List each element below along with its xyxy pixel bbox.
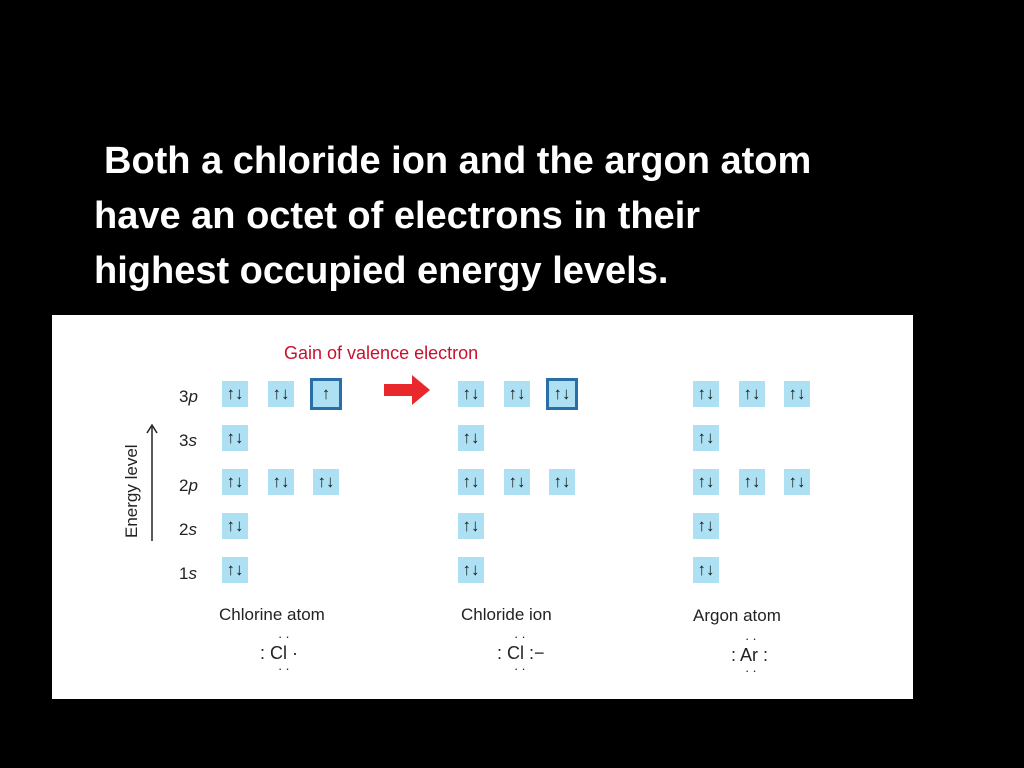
energy-axis-label: Energy level: [122, 444, 141, 538]
cl-2p-orbital-3: ↑↓: [313, 469, 339, 495]
level-label-3p: 3p: [179, 387, 198, 406]
cl-3p-orbital-2: ↑↓: [268, 381, 294, 407]
chlorine-lewis-left: :: [260, 643, 266, 663]
ar-2s-orbital: ↑↓: [693, 513, 719, 539]
cl-ion-2p-orbital-3: ↑↓: [549, 469, 575, 495]
cl-ion-3p-orbital-2: ↑↓: [504, 381, 530, 407]
ar-3s-orbital: ↑↓: [693, 425, 719, 451]
ar-1s-orbital: ↑↓: [693, 557, 719, 583]
cl-1s-orbital: ↑↓: [222, 557, 248, 583]
chlorine-atom-label: Chlorine atom: [219, 605, 325, 624]
ar-3p-orbital-2: ↑↓: [739, 381, 765, 407]
level-label-2p: 2p: [179, 476, 198, 495]
cl-2p-orbital-2: ↑↓: [268, 469, 294, 495]
cl-3p-orbital-1: ↑↓: [222, 381, 248, 407]
chloride-lewis-symbol: Cl: [507, 643, 525, 663]
chlorine-lewis-symbol: Cl: [270, 643, 288, 663]
red-arrow-icon: [384, 375, 432, 405]
level-label-3s: 3s: [179, 431, 197, 450]
orbital-diagram-figure: Gain of valence electron Energy level 3p 3s 2p 2s 1s ↑↓ ↑↓ ↑ ↑↓ ↑↓ ↑↓ ↑↓ ↑↓ ↑↓ ↑↓ ↑↓ ↑↓ ↑↓ ↑↓ ↑↓ ↑↓ ↑↓ ↑↓ ↑↓ ↑↓ ↑↓ ↑↓ ↑↓ ↑↓ ↑↓ ↑↓ ↑↓ Chlorine atom Chloride ion Argon atom ·· : Cl · ·· ·· : Cl :− ·· ·· : Ar : ··: [52, 315, 913, 699]
ar-3p-orbital-3: ↑↓: [784, 381, 810, 407]
chlorine-lewis-right: ·: [292, 643, 299, 663]
chloride-lewis-left: :: [497, 643, 503, 663]
chloride-ion-label: Chloride ion: [461, 605, 552, 624]
energy-axis-arrow-icon: [146, 423, 158, 543]
cl-2p-orbital-1: ↑↓: [222, 469, 248, 495]
cl-3p-orbital-3-highlighted: ↑: [310, 378, 342, 410]
cl-3s-orbital: ↑↓: [222, 425, 248, 451]
title-line-3: highest occupied energy levels.: [94, 250, 669, 292]
cl-ion-2s-orbital: ↑↓: [458, 513, 484, 539]
cl-ion-1s-orbital: ↑↓: [458, 557, 484, 583]
cl-ion-2p-orbital-2: ↑↓: [504, 469, 530, 495]
cl-ion-3s-orbital: ↑↓: [458, 425, 484, 451]
cl-ion-2p-orbital-1: ↑↓: [458, 469, 484, 495]
cl-ion-3p-orbital-1: ↑↓: [458, 381, 484, 407]
slide-title: [94, 134, 974, 299]
argon-lewis-symbol: Ar: [740, 645, 759, 665]
chloride-lewis-right: :−: [529, 643, 545, 663]
cl-ion-3p-orbital-3-highlighted: ↑↓: [546, 378, 578, 410]
ar-3p-orbital-1: ↑↓: [693, 381, 719, 407]
level-label-2s: 2s: [179, 520, 197, 539]
argon-lewis-right: :: [763, 645, 769, 665]
ar-2p-orbital-1: ↑↓: [693, 469, 719, 495]
argon-lewis-left: :: [731, 645, 737, 665]
cl-2s-orbital: ↑↓: [222, 513, 248, 539]
title-line-2: have an octet of electrons in their: [94, 195, 701, 237]
argon-atom-label: Argon atom: [693, 606, 781, 625]
title-line-1: Both a chloride ion and the argon atom: [104, 140, 812, 182]
figure-caption: Gain of valence electron: [284, 343, 479, 363]
ar-2p-orbital-2: ↑↓: [739, 469, 765, 495]
ar-2p-orbital-3: ↑↓: [784, 469, 810, 495]
level-label-1s: 1s: [179, 564, 197, 583]
